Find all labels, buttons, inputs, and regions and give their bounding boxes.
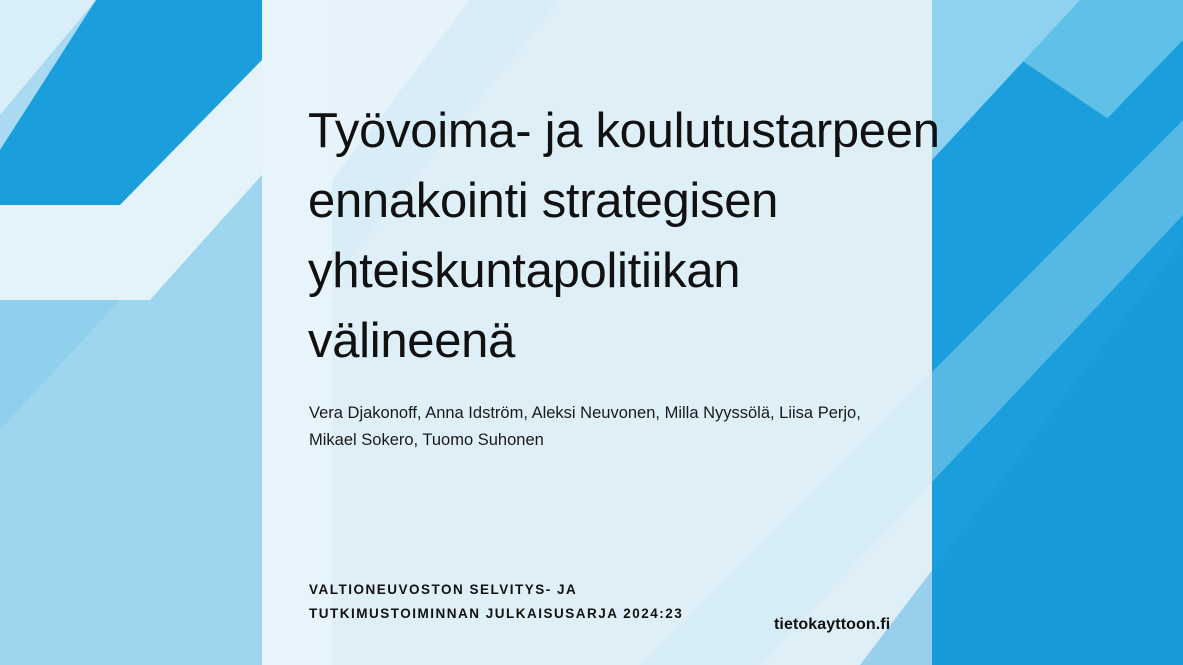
author-list [309,400,919,454]
title-line: ennakointi strategisen [308,174,779,228]
title-line: välineenä [308,314,516,368]
title-line: Työvoima- ja koulutustarpeen [308,104,940,158]
author-line: Mikael Sokero, Tuomo Suhonen [309,431,544,449]
page-title [308,96,948,376]
series-line: VALTIONEUVOSTON SELVITYS- JA [309,582,578,597]
series-line: TUTKIMUSTOIMINNAN JULKAISUSARJA 2024:23 [309,606,684,621]
publication-series [309,578,759,626]
brand-logo-text: tietokayttoon.fi [774,616,891,633]
author-line: Vera Djakonoff, Anna Idström, Aleksi Neuvonen, Milla Nyyssölä, Liisa Perjo, [309,404,861,422]
title-line: yhteiskuntapolitiikan [308,244,741,298]
